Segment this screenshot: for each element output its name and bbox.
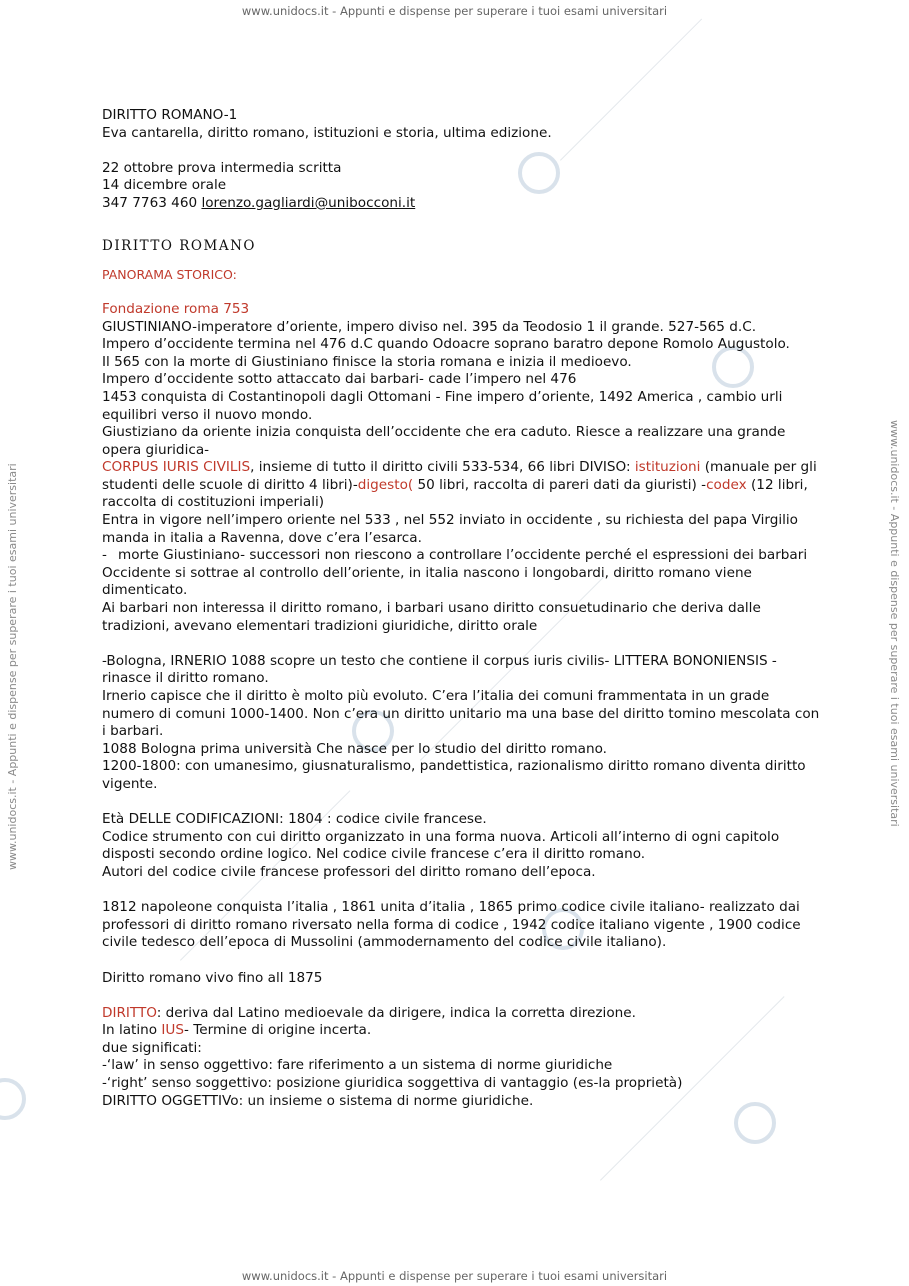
paragraph: -‘law’ in senso oggettivo: fare riferimento a un sistema di norme giuridiche: [102, 1057, 613, 1074]
watermark-footer: www.unidocs.it - Appunti e dispense per superare i tuoi esami universitari: [241, 1269, 668, 1283]
paragraph: DIRITTO OGGETTIVo: un insieme o sistema di norme giuridiche.: [102, 1092, 534, 1109]
corpus-text: (12 libri, raccolta di costituzioni imperiali): [102, 476, 808, 511]
paragraph: Autori del codice civile francese professori del diritto romano dell’epoca.: [102, 863, 596, 880]
paragraph: GIUSTINIANO-imperatore d’oriente, impero diviso nel. 395 da Teodosio 1 il grande. 527-565 d.C.: [102, 318, 757, 335]
paragraph: Occidente si sottrae al controllo dell’oriente, in italia nascono i longobardi, diritto romano viene dimenticato.: [102, 564, 752, 599]
exam-date-oral: 14 dicembre orale: [102, 177, 227, 194]
ius-prefix: In latino: [102, 1022, 162, 1039]
watermark-header: www.unidocs.it - Appunti e dispense per superare i tuoi esami universitari: [241, 4, 668, 18]
paragraph: Età DELLE CODIFICAZIONI: 1804 : codice civile francese.: [102, 811, 487, 828]
codex-label: codex: [706, 476, 747, 493]
document-body: [102, 107, 822, 1110]
diritto-paragraph: [102, 1005, 822, 1023]
section-heading: DIRITTO ROMANO: [102, 238, 256, 255]
bullet-item: [102, 547, 822, 565]
corpus-text: 50 libri, raccolta di pareri dati da giuristi) -: [413, 476, 707, 493]
book-reference: Eva cantarella, diritto romano, istituzioni e storia, ultima edizione.: [102, 124, 552, 141]
ius-paragraph: [102, 1022, 822, 1040]
email-link[interactable]: lorenzo.gagliardi@unibocconi.it: [201, 194, 416, 211]
ius-label: IUS: [161, 1022, 185, 1039]
watermark-right: www.unidocs.it - Appunti e dispense per superare i tuoi esami universitari: [888, 420, 901, 827]
diritto-label: DIRITTO: [102, 1004, 157, 1021]
paragraph: Ai barbari non interessa il diritto romano, i barbari usano diritto consuetudinario che deriva dalle tradizioni, avevano elementari tradizioni giuridiche, diritto orale: [102, 600, 761, 634]
exam-date-written: 22 ottobre prova intermedia scritta: [102, 159, 342, 176]
paragraph: 1088 Bologna prima università Che nasce per lo studio del diritto romano.: [102, 740, 607, 757]
paragraph: 1812 napoleone conquista l’italia , 1861 unita d’italia , 1865 primo codice civile italiano- realizzato dai professori di diritto romano riversato nella forma di codice , 1942 codice italiano vigente , 1900 codice civile tedesco dell’epoca di Mussolini (ammodernamento del codice civile italiano).: [102, 899, 801, 951]
paragraph: Codice strumento con cui diritto organizzato in una forma nuova. Articoli all’interno di ogni capitolo disposti secondo ordine logico. Nel codice civile francese c’era il diritto romano.: [102, 828, 780, 863]
ius-text: - Termine di origine incerta.: [184, 1022, 372, 1039]
paragraph: Il 565 con la morte di Giustiniano finisce la storia romana e inizia il medioevo.: [102, 353, 632, 370]
contact-line: [102, 195, 822, 213]
corpus-label: CORPUS IURIS CIVILIS: [102, 459, 251, 476]
panorama-subheading: PANORAMA STORICO:: [102, 266, 237, 282]
corpus-text: (manuale per gli studenti delle scuole di diritto 4 libri)-: [102, 459, 817, 493]
phone-number: 347 7763 460: [102, 194, 202, 211]
paragraph: Diritto romano vivo fino all 1875: [102, 969, 323, 986]
corpus-text: , insieme di tutto il diritto civili 533-534, 66 libri DIVISO:: [250, 459, 635, 476]
paragraph: due significati:: [102, 1039, 202, 1056]
bullet-dash: -: [102, 547, 107, 564]
watermark-left: www.unidocs.it - Appunti e dispense per superare i tuoi esami universitari: [6, 463, 19, 870]
paragraph: Impero d’occidente termina nel 476 d.C quando Odoacre soprano baratro depone Romolo Augustolo.: [102, 336, 790, 353]
paragraph: Impero d’occidente sotto attaccato dai barbari- cade l’impero nel 476: [102, 371, 577, 388]
corpus-paragraph: [102, 459, 822, 512]
bullet-text: morte Giustiniano- successori non riescono a controllare l’occidente perché el espressioni dei barbari: [118, 547, 808, 564]
digesto-label: digesto(: [357, 476, 414, 493]
paragraph: Irnerio capisce che il diritto è molto più evoluto. C’era l’italia dei comuni frammentata in un grade numero di comuni 1000-1400. Non c’era un diritto unitario ma una base del diritto tomino mescolata con i barbari.: [102, 688, 820, 740]
paragraph: 1453 conquista di Costantinopoli dagli Ottomani - Fine impero d’oriente, 1492 America , cambio urli equilibri verso il nuovo mondo.: [102, 388, 783, 423]
fondazione-line: Fondazione roma 753: [102, 300, 250, 317]
paragraph: Entra in vigore nell’impero oriente nel 533 , nel 552 inviato in occidente , su richiesta del papa Virgilio manda in italia a Ravenna, dove c’era l’esarca.: [102, 512, 798, 546]
paragraph: Giustiziano da oriente inizia conquista dell’occidente che era caduto. Riesce a realizzare una grande opera giuridica-: [102, 424, 786, 458]
unidocs-logo-icon: [0, 1078, 26, 1120]
paragraph: 1200-1800: con umanesimo, giusnaturalismo, pandettistica, razionalismo diritto romano diventa diritto vigente.: [102, 758, 806, 792]
diritto-text: : deriva dal Latino medioevale da dirigere, indica la corretta direzione.: [156, 1004, 636, 1021]
istituzioni-label: istituzioni: [634, 459, 701, 476]
doc-title: DIRITTO ROMANO-1: [102, 107, 238, 123]
paragraph: -Bologna, IRNERIO 1088 scopre un testo che contiene il corpus iuris civilis- LITTERA BONONIENSIS - rinasce il diritto romano.: [102, 652, 777, 687]
paragraph: -‘right’ senso soggettivo: posizione giuridica soggettiva di vantaggio (es-la proprietà): [102, 1075, 683, 1092]
